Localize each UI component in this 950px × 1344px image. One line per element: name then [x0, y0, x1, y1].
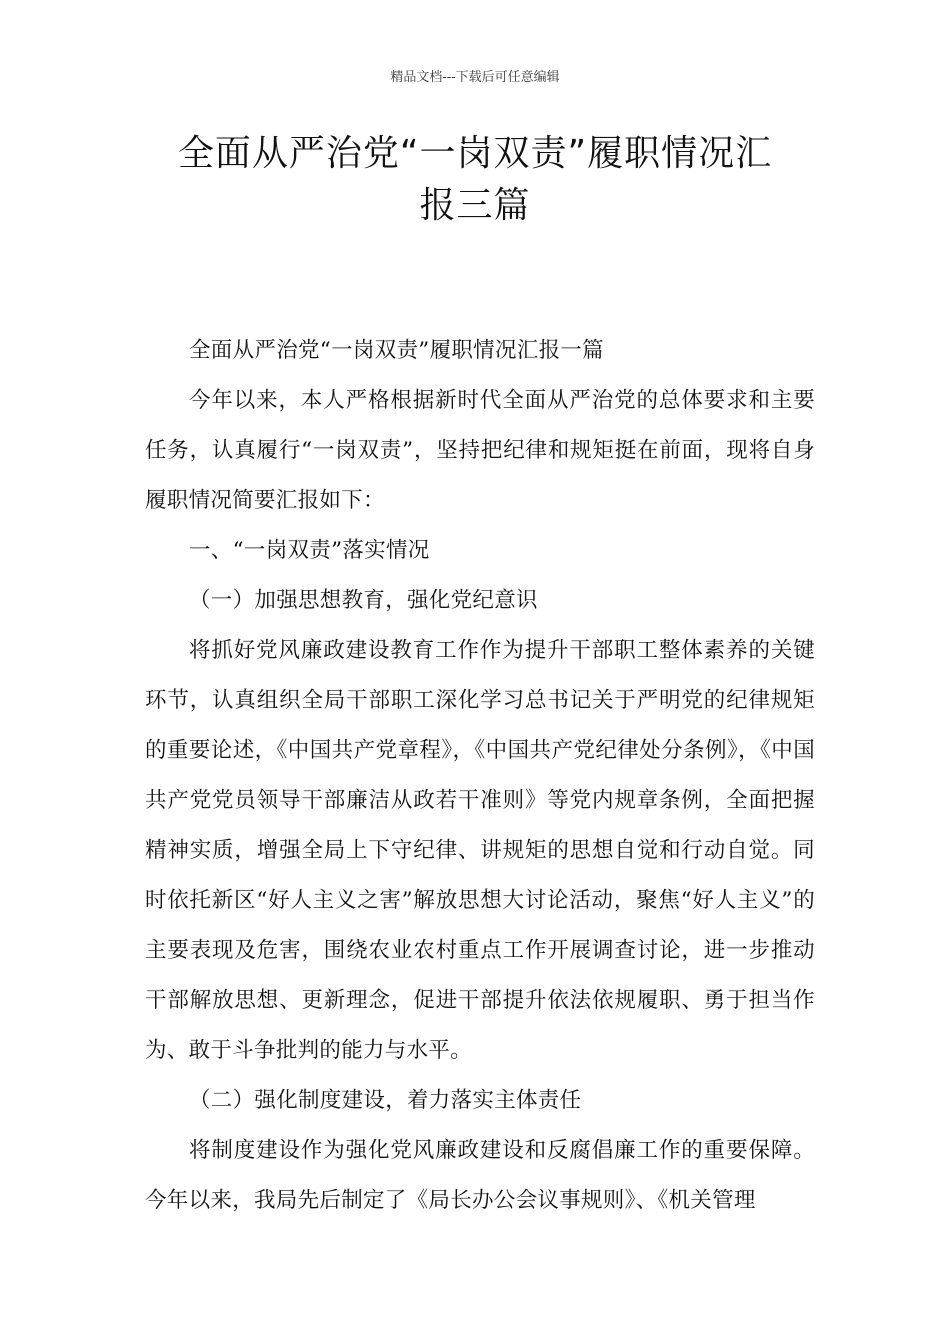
document-title-line-2: 报三篇	[419, 185, 531, 226]
header-note: 精品文档---下载后可任意编辑	[390, 70, 560, 85]
section-title: 全面从严治党“一岗双责”履职情况汇报一篇	[189, 338, 604, 363]
document-title	[130, 128, 820, 232]
paragraph-1: 将抓好党风廉政建设教育工作作为提升干部职工整体素养的关键环节，认真组织全局干部职工深化学习总书记关于严明党的纪律规矩的重要论述，《中国共产党章程》，《中国共产党纪律处分条例》，《中国共产党党员领导干部廉洁从政若干准则》等党内规章条例，全面把握精神实质，增强全局上下守纪律、讲规矩的思想自觉和行动自觉。同时依托新区“好人主义之害”解放思想大讨论活动，聚焦“好人主义”的主要表现及危害，围绕农业农村重点工作开展调查讨论，进一步推动干部解放思想、更新理念，促进干部提升依法依规履职、勇于担当作为、敢于斗争批判的能力与水平。	[145, 638, 815, 1063]
document-title-line-1: 全面从严治党“一岗双责”履职情况汇	[177, 133, 773, 174]
paragraph-2: 将制度建设作为强化党风廉政建设和反腐倡廉工作的重要保障。今年以来，我局先后制定了《局长办公会议事规则》、《机关管理	[145, 1138, 815, 1213]
heading-1: 一、“一岗双责”落实情况	[189, 538, 430, 563]
subheading-1: （一）加强思想教育，强化党纪意识	[189, 588, 538, 613]
subheading-2: （二）强化制度建设，着力落实主体责任	[189, 1088, 582, 1113]
paragraph-intro: 今年以来，本人严格根据新时代全面从严治党的总体要求和主要任务，认真履行“一岗双责”，坚持把纪律和规矩挺在前面，现将自身履职情况简要汇报如下：	[145, 388, 815, 513]
document-body	[145, 326, 815, 1226]
